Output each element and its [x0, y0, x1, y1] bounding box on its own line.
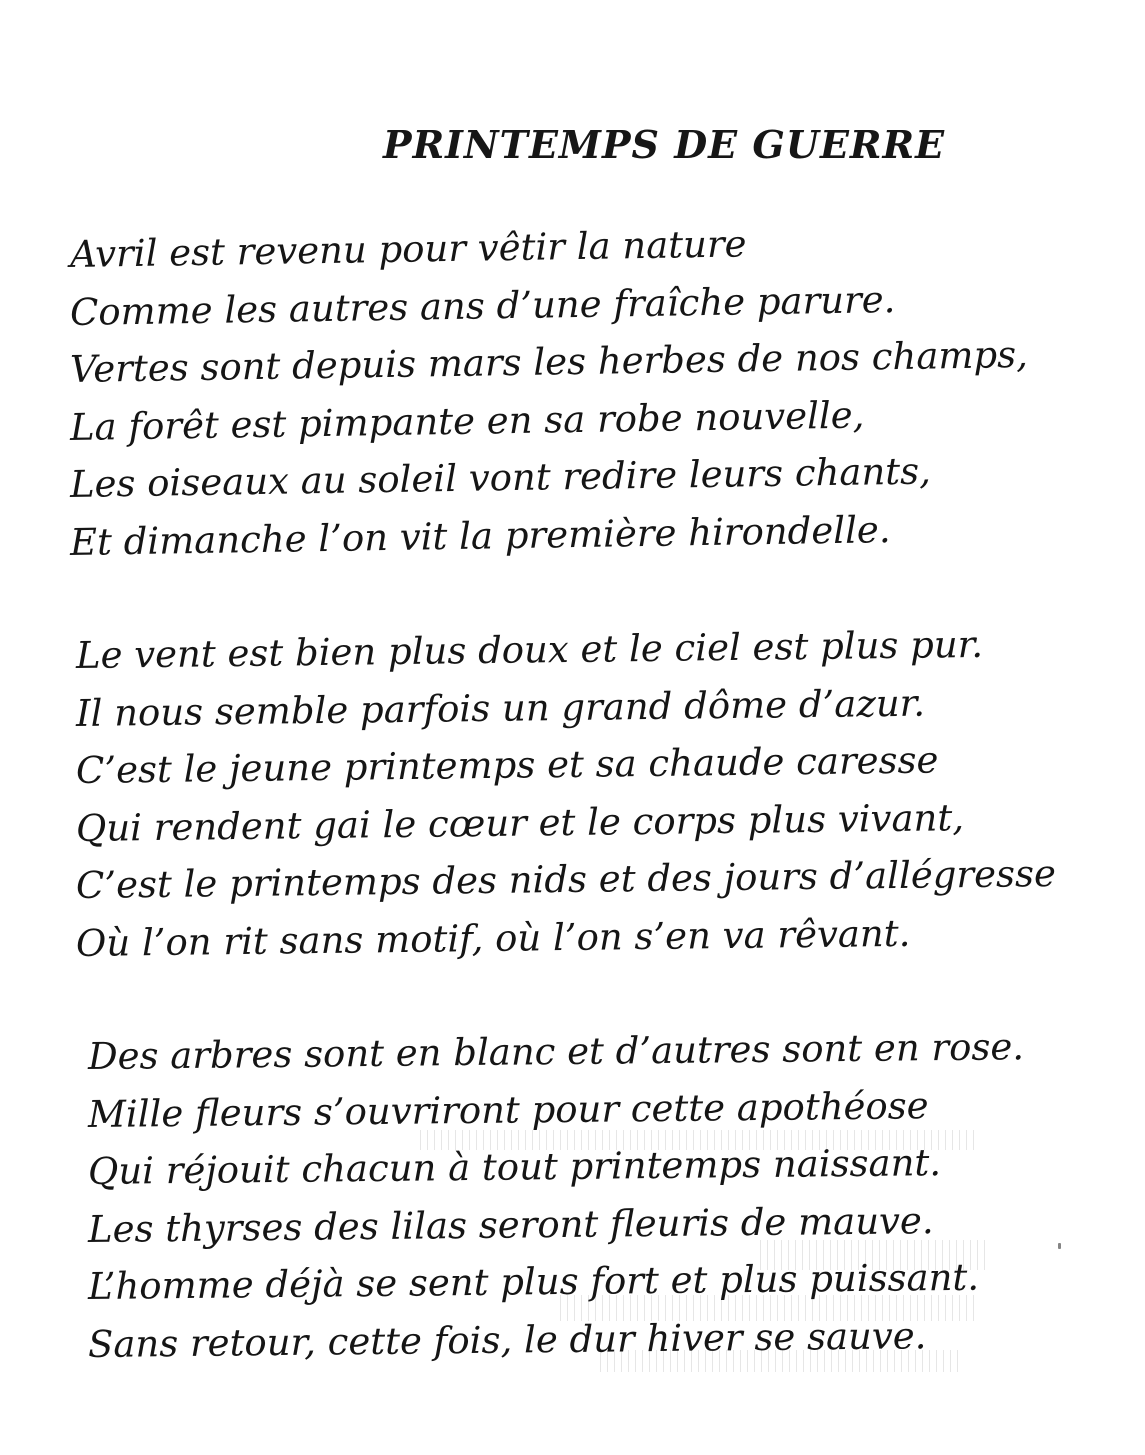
verse-line: Il nous semble parfois un grand dôme d’azur.: [75, 681, 926, 735]
verse-line: Avril est revenu pour vêtir la nature: [69, 222, 747, 276]
verse-line: Comme les autres ans d’une fraîche parure.: [69, 277, 896, 334]
stanza-1: [69, 222, 1029, 572]
verse-line: Mille fleurs s’ouvriront pour cette apothéose: [87, 1083, 929, 1136]
verse-line: Qui réjouit chacun à tout printemps naissant.: [87, 1141, 942, 1194]
verse-line: Vertes sont depuis mars les herbes de nos champs,: [69, 333, 1029, 392]
verse-line: L’homme déjà se sent plus fort et plus puissant.: [87, 1256, 980, 1309]
poem-title: PRINTEMPS DE GUERRE: [383, 122, 946, 168]
verse-line: Qui rendent gai le cœur et le corps plus vivant,: [75, 795, 965, 850]
stanza-3: [87, 1025, 1025, 1374]
verse-line: Les thyrses des lilas seront fleuris de mauve.: [87, 1198, 934, 1251]
verse-line: C’est le jeune printemps et sa chaude caresse: [75, 738, 939, 793]
verse-line: Et dimanche l’on vit la première hirondelle.: [69, 508, 891, 564]
verse-line: Des arbres sont en blanc et d’autres sont en rose.: [87, 1025, 1025, 1078]
verse-line: Le vent est bien plus doux et le ciel est plus pur.: [75, 622, 984, 677]
ink-speck: [1058, 1243, 1061, 1249]
verse-line: C’est le printemps des nids et des jours d’allégresse: [75, 852, 1057, 908]
verse-line: Où l’on rit sans motif, où l’on s’en va rêvant.: [75, 911, 911, 965]
stanza-2: [75, 622, 1057, 973]
verse-line: Les oiseaux au soleil vont redire leurs chants,: [69, 449, 932, 507]
verse-line: La forêt est pimpante en sa robe nouvelle,: [69, 393, 865, 449]
verse-line: Sans retour, cette fois, le dur hiver se sauve.: [87, 1314, 927, 1366]
